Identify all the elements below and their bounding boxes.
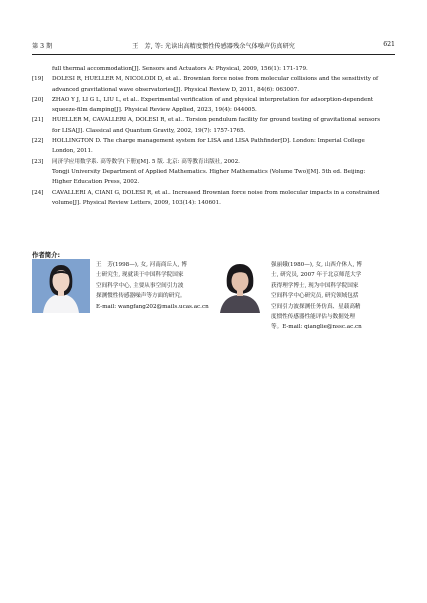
author-bio-email: E-mail: wangfang202@mails.ucas.ac.cn	[96, 303, 209, 310]
reference-line: advanced gravitational wave observatories[J]. Physical Review D, 2011, 84(6): 063007.	[52, 86, 299, 93]
reference-line: Tongji University Department of Applied Mathematics. Higher Mathematics (Volume Two)[M]. 5th ed. Beijing:	[52, 168, 366, 175]
author-bio-line: 士, 研究员, 2007 年于北京师范大学	[271, 272, 362, 279]
author-bio	[271, 260, 397, 333]
author-photo	[32, 259, 90, 313]
reference-item	[32, 136, 396, 157]
reference-item	[32, 188, 396, 209]
author-bio-email: 等。E-mail: qianglie@nssc.ac.cn	[271, 324, 362, 331]
reference-line: squeeze-film damping[J]. Physical Review Applied, 2023, 19(4): 044005.	[52, 107, 257, 114]
reference-line: ZHAO Y J, LI G L, LIU L, et al.. Experimental verification of and physical interpretation for adsorption-dependent	[52, 96, 374, 103]
reference-number: [23]	[32, 158, 44, 165]
running-title: 王 芳, 等: 光读出高精度惯性传感器残余气体噪声仿真研究	[132, 43, 295, 50]
page-number: 621	[383, 41, 395, 48]
reference-number: [19]	[32, 76, 44, 83]
reference-number: [21]	[32, 117, 44, 124]
reference-item	[32, 64, 396, 74]
reference-line: volume[J]. Physical Review Letters, 2009, 103(14): 140601.	[52, 199, 221, 206]
reference-line: Higher Education Press, 2002.	[52, 179, 140, 186]
reference-item	[32, 95, 396, 116]
author-bio-line: 获得理学博士, 现为中国科学院国家	[271, 282, 359, 289]
reference-line: DOLESI R, HUELLER M, NICOLODI D, et al.. Brownian force noise from molecular collisions and the sensitivity of	[52, 76, 379, 83]
author-bio-line: 强丽娥(1980—), 女, 山西介休人, 博	[271, 262, 362, 268]
running-header	[32, 40, 395, 55]
reference-number: [22]	[32, 138, 44, 145]
reference-line: HUELLER M, CAVALLERI A, DOLESI R, et al.. Torsion pendulum facility for ground testing of gravitational sensors	[52, 117, 381, 124]
reference-number: [20]	[32, 96, 44, 103]
author-bio-line: 探测惯性传感器噪声等方面的研究。	[96, 293, 186, 300]
issue-label: 第 3 期	[32, 43, 53, 50]
reference-line: CAVALLERI A, CIANI G, DOLESI R, et al.. Increased Brownian force noise from molecular impacts in a constrained	[52, 189, 380, 196]
author-bio-line: 空间科学中心研究员, 研究领域包括	[271, 293, 359, 300]
reference-list	[32, 64, 396, 208]
author-bio-line: 空间引力波探测任务仿真、星载高精	[271, 303, 361, 310]
reference-item	[32, 115, 396, 136]
author-photo	[214, 259, 266, 313]
author-bio-line: 王 芳(1998—), 女, 河南商丘人, 博	[96, 262, 187, 268]
reference-line: HOLLINGTON D. The charge management system for LISA and LISA Pathfinder[D]. London: Imperial College	[52, 138, 365, 145]
author-bios-heading: 作者简介:	[32, 251, 61, 259]
author-bio-line: 空间科学中心, 主要从事空间引力波	[96, 282, 184, 289]
reference-line: London, 2011.	[52, 148, 93, 155]
author-bio-line: 士研究生, 现就读于中国科学院国家	[96, 272, 184, 279]
reference-line: full thermal accommodation[J]. Sensors and Actuators A: Physical, 2009, 156(1): 171-179.	[52, 66, 308, 72]
reference-item	[32, 157, 396, 188]
author-bio-line: 度惯性传感器性能评估与数据处理	[271, 314, 355, 321]
author-bio	[96, 260, 209, 312]
reference-line: 同济学应用数学系. 高等数学(下册)[M]. 5 版. 北京: 高等教育出版社, 2002.	[52, 158, 240, 165]
reference-line: for LISA[J]. Classical and Quantum Gravity, 2002, 19(7): 1757-1765.	[52, 127, 246, 134]
reference-item	[32, 74, 396, 95]
reference-number: [24]	[32, 189, 44, 196]
